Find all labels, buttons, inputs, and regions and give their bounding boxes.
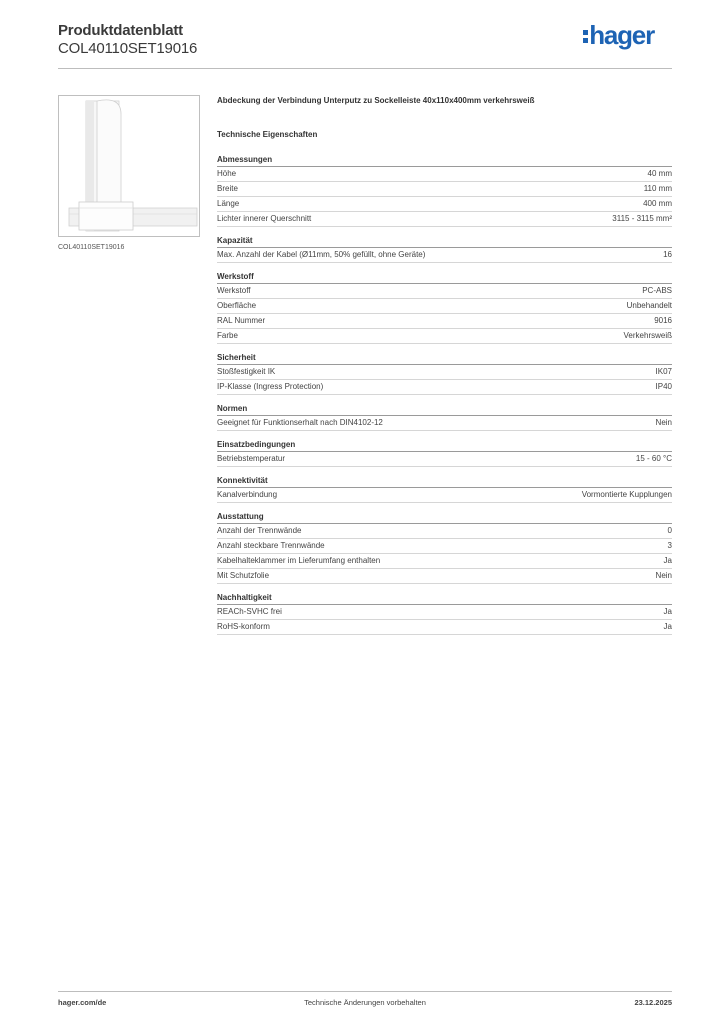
product-code: COL40110SET19016 <box>58 40 198 57</box>
spec-value: PC-ABS <box>642 286 672 295</box>
spec-group <box>217 351 672 395</box>
hager-logo <box>583 22 654 48</box>
spec-label: Betriebstemperatur <box>217 454 286 463</box>
spec-value: Nein <box>655 418 672 427</box>
spec-group-title: Werkstoff <box>217 270 672 284</box>
logo-text: hager <box>589 20 654 50</box>
spec-value: Ja <box>663 556 672 565</box>
spec-value: 3115 - 3115 mm² <box>612 214 672 223</box>
spec-value: 40 mm <box>647 169 672 178</box>
spec-label: Anzahl der Trennwände <box>217 526 302 535</box>
spec-value: Ja <box>663 622 672 631</box>
spec-label: Breite <box>217 184 238 193</box>
spec-label: RoHS-konform <box>217 622 270 631</box>
spec-value: IP40 <box>655 382 672 391</box>
footer-notice: Technische Änderungen vorbehalten <box>304 998 426 1007</box>
spec-group <box>217 510 672 584</box>
spec-value: Ja <box>663 607 672 616</box>
spec-row <box>217 605 672 620</box>
spec-row <box>217 299 672 314</box>
header-divider <box>58 68 672 69</box>
spec-row <box>217 197 672 212</box>
specifications <box>217 95 672 642</box>
spec-group-title: Einsatzbedingungen <box>217 438 672 452</box>
spec-value: 110 mm <box>643 184 672 193</box>
spec-label: Max. Anzahl der Kabel (Ø11mm, 50% gefüllt, ohne Geräte) <box>217 250 426 259</box>
spec-group-title: Abmessungen <box>217 153 672 167</box>
spec-group <box>217 438 672 467</box>
spec-row <box>217 284 672 299</box>
footer-website: hager.com/de <box>58 998 107 1007</box>
document-title: Produktdatenblatt <box>58 22 183 39</box>
spec-row <box>217 380 672 395</box>
section-heading: Technische Eigenschaften <box>217 130 318 139</box>
spec-group <box>217 270 672 344</box>
spec-value: 400 mm <box>643 199 672 208</box>
spec-label: Höhe <box>217 169 237 178</box>
spec-row <box>217 488 672 503</box>
spec-label: Farbe <box>217 331 238 340</box>
spec-row <box>217 554 672 569</box>
spec-label: REACh-SVHC frei <box>217 607 282 616</box>
spec-value: 15 - 60 °C <box>635 454 672 463</box>
spec-value: 3 <box>667 541 672 550</box>
spec-row <box>217 416 672 431</box>
page-header <box>58 22 672 68</box>
footer-divider <box>58 991 672 992</box>
spec-group-title: Konnektivität <box>217 474 672 488</box>
spec-row <box>217 365 672 380</box>
spec-label: Geeignet für Funktionserhalt nach DIN4102-12 <box>217 418 383 427</box>
spec-group <box>217 474 672 503</box>
logo-dots-icon <box>583 22 588 46</box>
spec-row <box>217 212 672 227</box>
product-description: Abdeckung der Verbindung Unterputz zu Sockelleiste 40x110x400mm verkehrsweiß <box>217 96 535 105</box>
spec-value: 0 <box>667 526 672 535</box>
spec-value: 16 <box>663 250 672 259</box>
spec-value: IK07 <box>655 367 672 376</box>
spec-label: Werkstoff <box>217 286 251 295</box>
image-caption: COL40110SET19016 <box>58 244 125 251</box>
spec-group <box>217 153 672 227</box>
spec-label: Länge <box>217 199 240 208</box>
spec-row <box>217 329 672 344</box>
spec-group-title: Nachhaltigkeit <box>217 591 672 605</box>
spec-row <box>217 248 672 263</box>
spec-row <box>217 182 672 197</box>
spec-row <box>217 452 672 467</box>
spec-label: RAL Nummer <box>217 316 266 325</box>
spec-value: 9016 <box>654 316 672 325</box>
spec-label: Anzahl steckbare Trennwände <box>217 541 325 550</box>
spec-label: Mit Schutzfolie <box>217 571 270 580</box>
spec-group <box>217 402 672 431</box>
spec-row <box>217 524 672 539</box>
spec-group <box>217 234 672 263</box>
cable-duct-illustration <box>59 96 199 236</box>
spec-group-title: Sicherheit <box>217 351 672 365</box>
spec-row <box>217 569 672 584</box>
spec-value: Nein <box>655 571 672 580</box>
spec-label: Lichter innerer Querschnitt <box>217 214 312 223</box>
spec-label: Oberfläche <box>217 301 257 310</box>
spec-row <box>217 539 672 554</box>
footer-date: 23.12.2025 <box>634 998 672 1007</box>
spec-group-title: Ausstattung <box>217 510 672 524</box>
spec-row <box>217 167 672 182</box>
product-image <box>58 95 200 237</box>
spec-label: Kanalverbindung <box>217 490 278 499</box>
spec-group-title: Normen <box>217 402 672 416</box>
spec-groups <box>217 153 672 635</box>
spec-value: Verkehrsweiß <box>623 331 672 340</box>
spec-value: Vormontierte Kupplungen <box>581 490 672 499</box>
spec-group-title: Kapazität <box>217 234 672 248</box>
spec-label: Kabelhalteklammer im Lieferumfang enthalten <box>217 556 381 565</box>
spec-label: IP-Klasse (Ingress Protection) <box>217 382 324 391</box>
spec-label: Stoßfestigkeit IK <box>217 367 276 376</box>
spec-value: Unbehandelt <box>626 301 672 310</box>
spec-group <box>217 591 672 635</box>
spec-row <box>217 314 672 329</box>
spec-row <box>217 620 672 635</box>
